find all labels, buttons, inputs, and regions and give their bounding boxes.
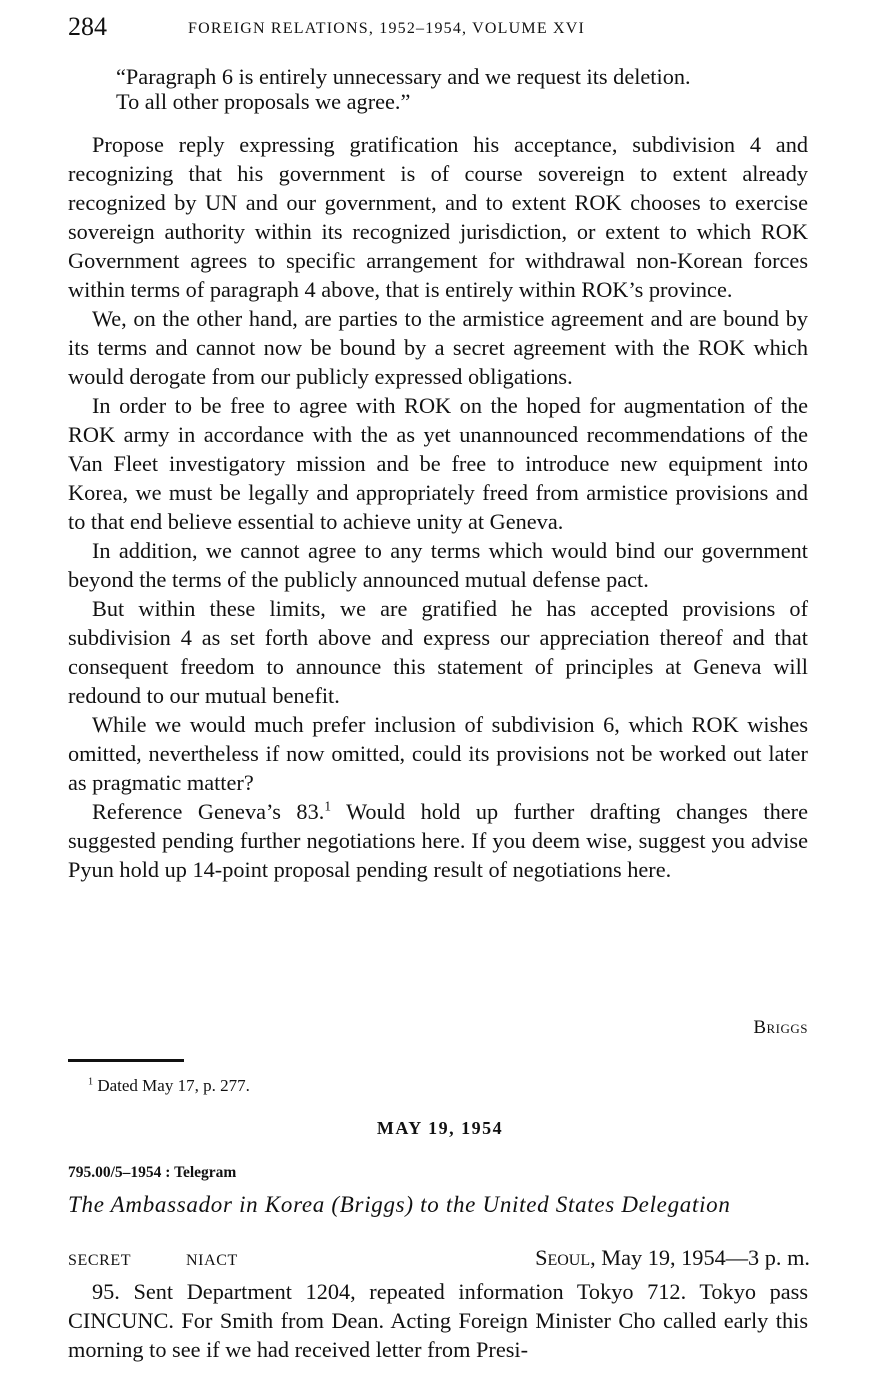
priority-label: NIACT (186, 1252, 238, 1269)
place-and-time (535, 1245, 810, 1271)
classification-line (68, 1245, 810, 1273)
paragraph-text: Would hold up further drafting changes there suggested pending further negotiations here. If you deem wise, suggest you advise Pyun hold up 14-point proposal pending result of negotiations here. (68, 799, 808, 882)
paragraph: But within these limits, we are gratified he has accepted provisions of subdivision 4 as set forth above and express our appreciation thereof and that consequent freedom to announce this statement of principles at Geneva will redound to our mutual benefit. (68, 596, 808, 708)
paragraph: While we would much prefer inclusion of subdivision 6, which ROK wishes omitted, nevertheless if now omitted, could its provisions not be worked out later as pragmatic matter? (68, 712, 808, 795)
paragraph: We, on the other hand, are parties to the armistice agreement and are bound by its terms and cannot now be bound by a secret agreement with the ROK which would derogate from our publicly expressed obligations. (68, 306, 808, 389)
date-time: , May 19, 1954—3 p. m. (590, 1245, 810, 1270)
quoted-passage (116, 64, 812, 114)
footnote-text: Dated May 17, p. 277. (93, 1076, 250, 1095)
footnote (88, 1076, 250, 1096)
quote-line: “Paragraph 6 is entirely unnecessary and we request its deletion. (116, 64, 691, 89)
paragraph-text: Reference Geneva’s 83. (92, 799, 325, 824)
classification-label: SECRET (68, 1252, 132, 1269)
footnote-divider (68, 1059, 184, 1062)
signature: Briggs (753, 1017, 808, 1038)
date-heading: MAY 19, 1954 (376, 1118, 504, 1138)
paragraph (68, 797, 808, 884)
paragraph: Propose reply expressing gratification his acceptance, subdivision 4 and recognizing that his government is of course sovereign to extent already recognized by UN and our government, and to extent ROK chooses to exercise sovereign authority within its recognized jurisdiction, or extent to which ROK Government agrees to specific arrangement for withdrawal non-Korean forces within terms of paragraph 4 above, that is entirely within ROK’s province. (68, 132, 808, 302)
footnote-reference[interactable]: 1 (324, 798, 331, 814)
paragraph: 95. Sent Department 1204, repeated information Tokyo 712. Tokyo pass CINCUNC. For Smith from Dean. Acting Foreign Minister Cho called early this morning to see if we had received letter from Presi- (68, 1279, 808, 1362)
paragraph: In addition, we cannot agree to any terms which would bind our government beyond the terms of the publicly announced mutual defense pact. (68, 538, 808, 592)
quote-line: To all other proposals we agree.” (116, 89, 411, 114)
body-text (68, 130, 808, 884)
page-number: 284 (68, 12, 107, 41)
page-header (68, 12, 808, 48)
paragraph: In order to be free to agree with ROK on the hoped for augmentation of the ROK army in accordance with the as yet unannounced recommendations of the Van Fleet investigatory mission and be free to introduce new equipment into Korea, we must be legally and appropriately freed from armistice provisions and to that end believe essential to achieve unity at Geneva. (68, 393, 808, 534)
telegram-body (68, 1277, 808, 1364)
footnote-mark: 1 (88, 1076, 94, 1088)
file-reference: 795.00/5–1954 : Telegram (68, 1164, 237, 1181)
place: Seoul (535, 1245, 591, 1270)
running-head: FOREIGN RELATIONS, 1952–1954, VOLUME XVI (188, 20, 586, 37)
document-title: The Ambassador in Korea (Briggs) to the United States Delegation (68, 1192, 731, 1217)
